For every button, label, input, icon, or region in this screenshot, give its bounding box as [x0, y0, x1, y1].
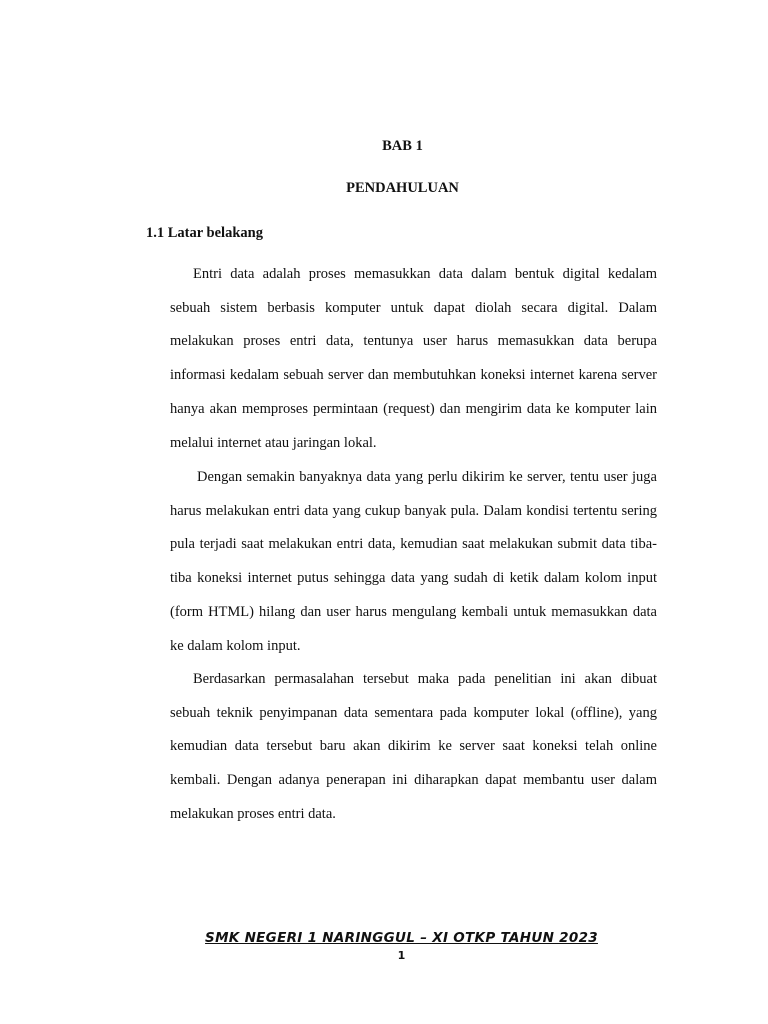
- section-heading: 1.1 Latar belakang: [146, 225, 263, 241]
- chapter-number: BAB 1: [382, 138, 423, 154]
- footer-text: SMK NEGERI 1 NARINGGUL – XI OTKP TAHUN 2023: [205, 930, 598, 946]
- chapter-title: PENDAHULUAN: [346, 180, 459, 196]
- paragraph-2: Dengan semakin banyaknya data yang perlu dikirim ke server, tentu user juga harus melakukan entri data yang cukup banyak pula. Dalam kondisi tertentu sering pula terjadi saat melakukan entri data, kemudian saat melakukan submit data tiba-tiba koneksi internet putus sehingga data yang sudah di ketik dalam kolom input (form HTML) hilang dan user harus mengulang kembali untuk memasukkan data ke dalam kolom input.: [170, 469, 657, 654]
- paragraph-3: Berdasarkan permasalahan tersebut maka pada penelitian ini akan dibuat sebuah teknik penyimpanan data sementara pada komputer lokal (offline), yang kemudian data tersebut baru akan dikirim ke server saat koneksi telah online kembali. Dengan adanya penerapan ini diharapkan dapat membantu user dalam melakukan proses entri data.: [170, 671, 657, 822]
- page-number: 1: [397, 949, 406, 962]
- paragraph-1: Entri data adalah proses memasukkan data dalam bentuk digital kedalam sebuah sistem berbasis komputer untuk dapat diolah secara digital. Dalam melakukan proses entri data, tentunya user harus memasukkan data berupa informasi kedalam sebuah server dan membutuhkan koneksi internet karena server hanya akan memproses permintaan (request) dan mengirim data ke komputer lain melalui internet atau jaringan lokal.: [170, 266, 657, 451]
